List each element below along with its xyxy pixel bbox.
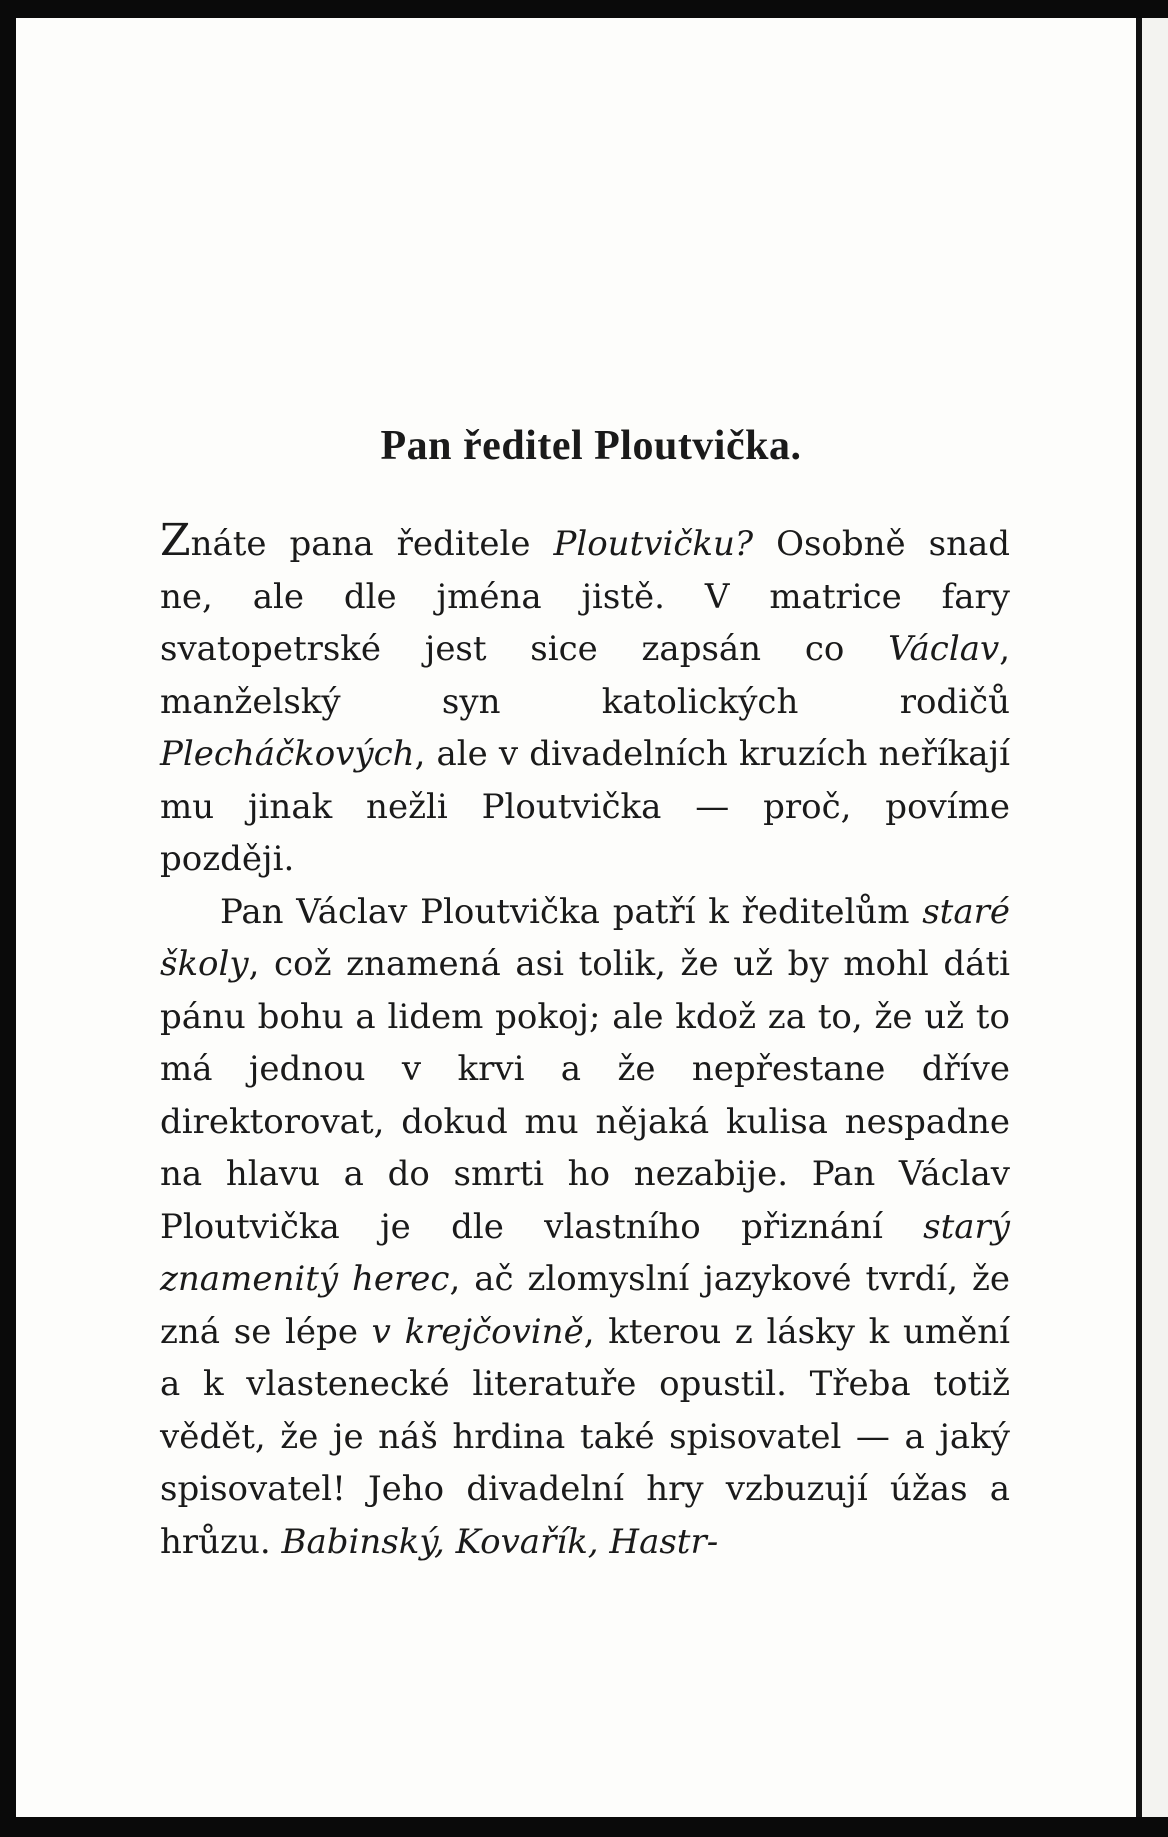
paragraph-2-run: , což znamená asi tolik, že už by mohl dáti pánu bohu a lidem pokoj; ale kdož za to, že už to má jednou v krvi a že nepřestane dříve direktorovat, dokud mu nějaká kulisa nespadne na hlavu a do smrti ho nezabije. Pan Václav Ploutvička je dle vlastního přiznání bbox=[160, 944, 1010, 1247]
paragraph-1-run: Osobně snad ne, ale dle jména jistě. V matrice fary svatopetrské jest sice zapsán co bbox=[160, 524, 1010, 669]
paragraph-2-italic-run: staré školy bbox=[160, 891, 1010, 984]
chapter-heading: Pan ředitel Ploutvička. bbox=[380, 423, 802, 469]
paragraph-1 bbox=[160, 515, 1010, 886]
paragraph-1-italic-run: Ploutvičku? bbox=[553, 524, 754, 564]
initial-letter: Z bbox=[160, 515, 191, 566]
paragraph-1-italic-run: Plecháčkových bbox=[160, 734, 415, 774]
paragraph-2-run: , kterou z lásky k umění a k vlastenecké literatuře opustil. Třeba totiž vědět, že je náš hrdina také spisovatel — a jaký spisovatel! Jeho divadelní hry vzbuzují úžas a hrůzu. bbox=[160, 1311, 1010, 1562]
next-page-edge bbox=[1142, 18, 1168, 1817]
paragraph-2-italic-run: v krejčovině bbox=[371, 1311, 584, 1352]
paragraph-1-italic-run: Václav bbox=[888, 629, 1000, 669]
paragraph-2 bbox=[160, 886, 1010, 1569]
text-block bbox=[160, 422, 1010, 1568]
paragraph-2-run: , ač zlomyslní jazykové tvrdí, že zná se lépe bbox=[160, 1259, 1011, 1352]
paragraph-1-run: náte pana ředitele bbox=[190, 524, 554, 564]
paragraph-1-run: , ale v divadelních kruzích neříkají mu jinak nežli Ploutvička — proč, povíme později. bbox=[160, 734, 1010, 879]
paragraph-2-run: Pan Václav Ploutvička patří k ředitelům bbox=[220, 891, 923, 932]
paragraph-1-run: , manželský syn katolických rodičů bbox=[160, 629, 1010, 722]
paragraph-2-italic-run: starý znamenitý herec bbox=[160, 1206, 1010, 1299]
paragraph-2-italic-run: Babinský, Kovařík, Hastr- bbox=[281, 1521, 719, 1562]
